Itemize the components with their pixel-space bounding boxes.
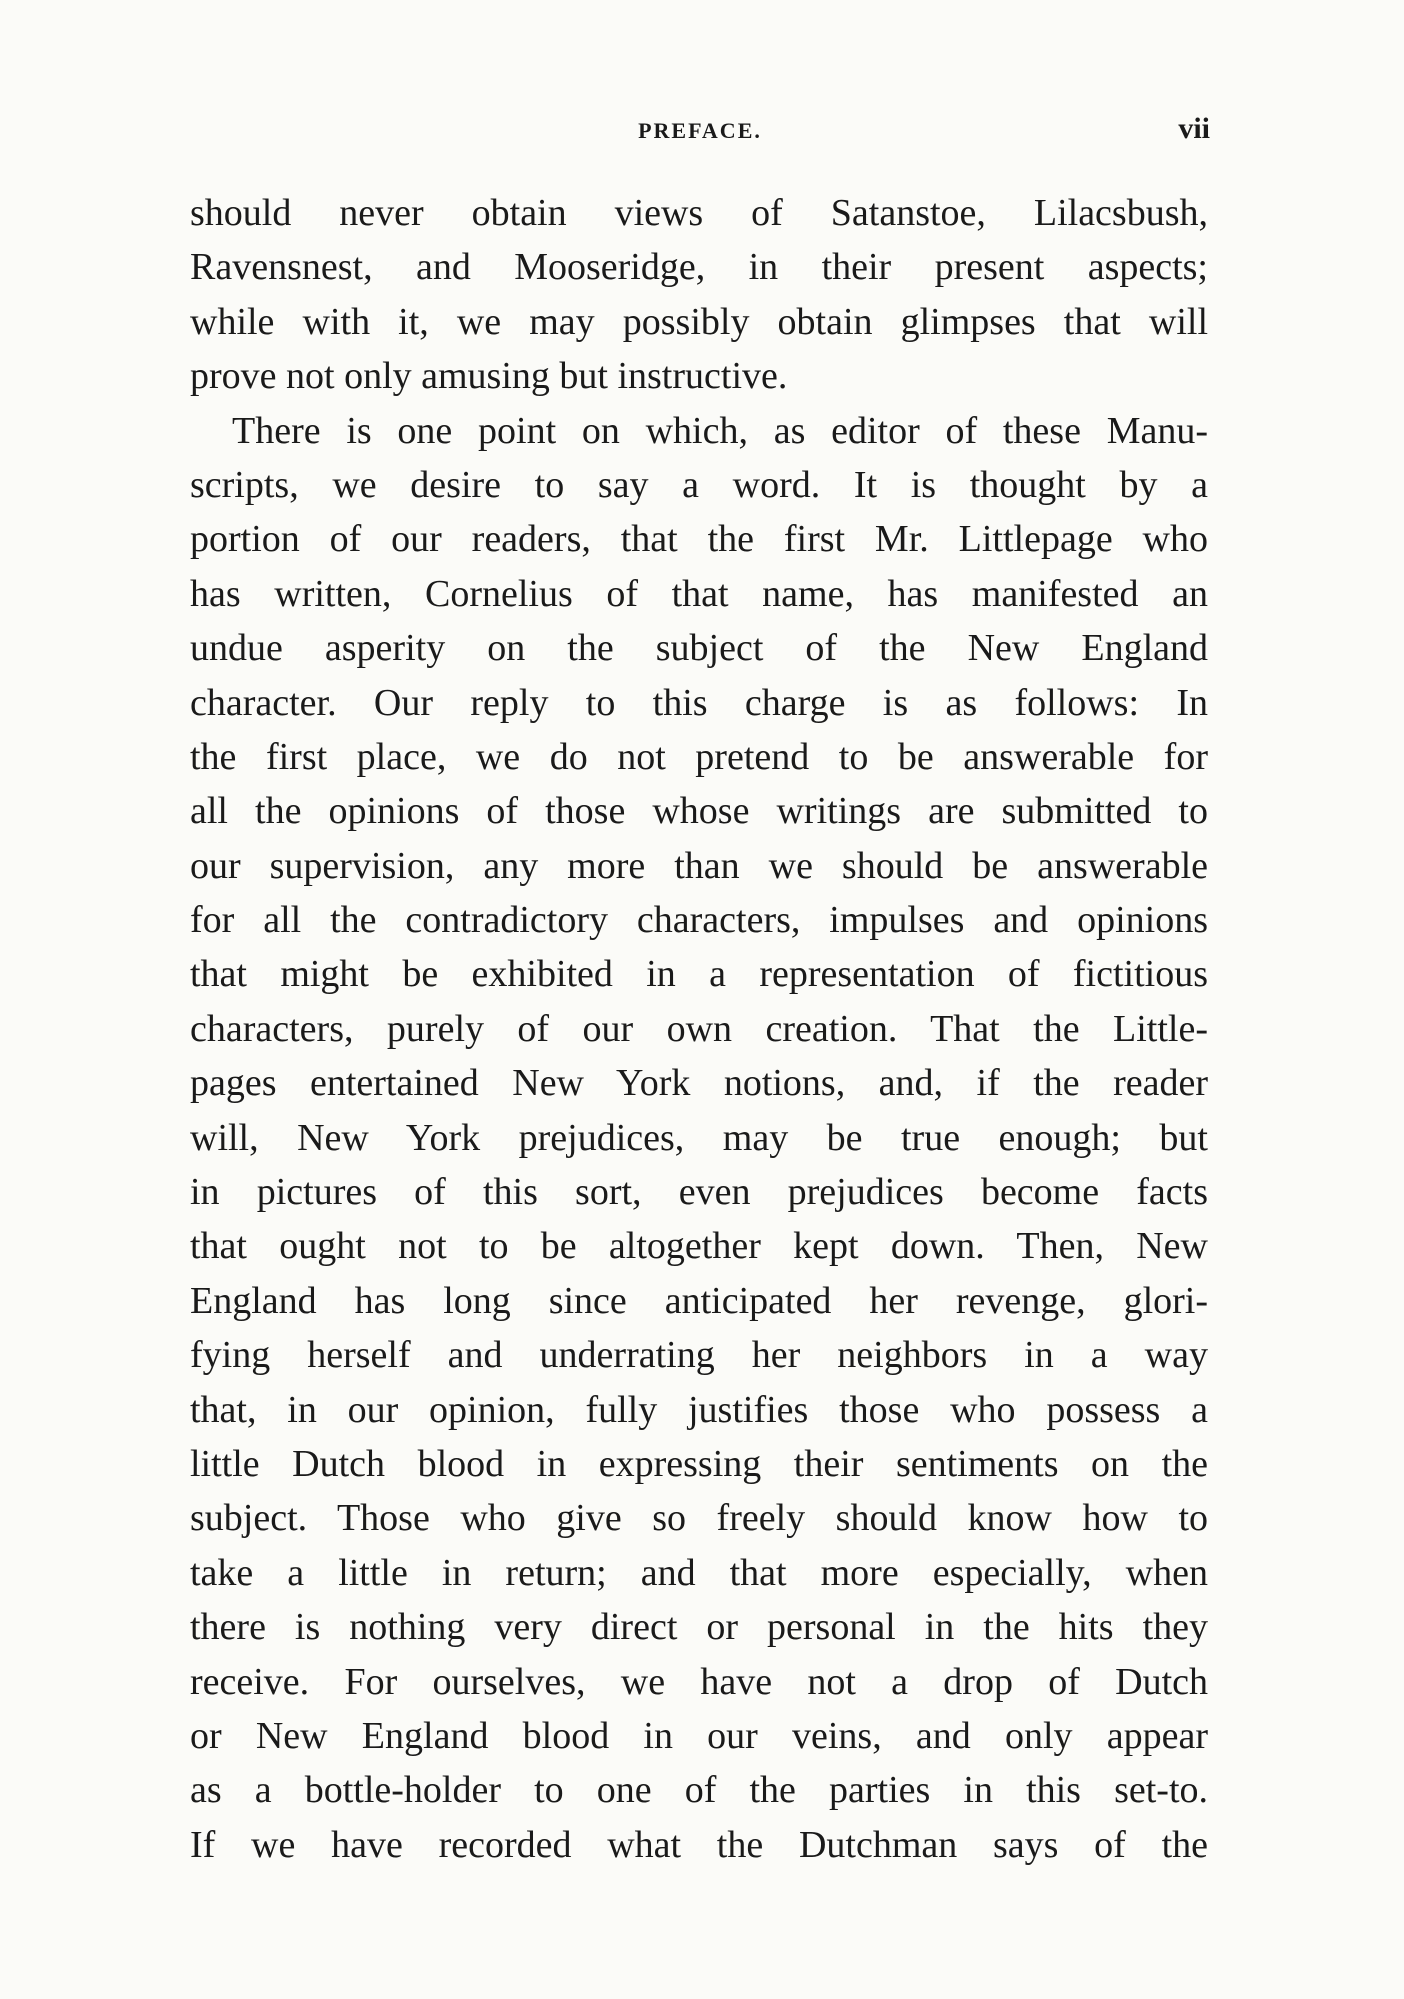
text-line: while with it, we may possibly obtain glimpses that will: [190, 300, 1208, 343]
text-line: portion of our readers, that the first Mr. Littlepage who: [190, 518, 1208, 561]
text-line: England has long since anticipated her revenge, glori-: [190, 1279, 1208, 1322]
text-line: that, in our opinion, fully justifies those who possess a: [190, 1388, 1208, 1431]
text-line: there is nothing very direct or personal in the hits they: [190, 1606, 1208, 1649]
text-line: take a little in return; and that more especially, when: [190, 1551, 1208, 1594]
text-line: little Dutch blood in expressing their sentiments on the: [190, 1442, 1208, 1485]
text-line: for all the contradictory characters, impulses and opinions: [190, 899, 1208, 942]
running-title: PREFACE.: [638, 118, 762, 143]
body-text: [190, 186, 1208, 1872]
text-line: Ravensnest, and Mooseridge, in their present aspects;: [190, 246, 1208, 289]
text-line: that might be exhibited in a representation of fictitious: [190, 953, 1208, 996]
text-line: pages entertained New York notions, and, if the reader: [190, 1062, 1208, 1105]
text-line: in pictures of this sort, even prejudices become facts: [190, 1171, 1208, 1214]
text-line: the first place, we do not pretend to be answerable for: [190, 735, 1208, 778]
page-number: vii: [1178, 112, 1210, 145]
text-line: as a bottle-holder to one of the parties in this set-to.: [190, 1769, 1208, 1812]
text-line: should never obtain views of Satanstoe, Lilacsbush,: [190, 192, 1208, 234]
text-line: character. Our reply to this charge is as follows: In: [190, 681, 1208, 724]
text-line: or New England blood in our veins, and only appear: [190, 1714, 1208, 1757]
text-line: receive. For ourselves, we have not a drop of Dutch: [190, 1660, 1208, 1703]
text-line: will, New York prejudices, may be true enough; but: [190, 1116, 1208, 1159]
text-line: scripts, we desire to say a word. It is thought by a: [190, 463, 1208, 506]
text-line: fying herself and underrating her neighbors in a way: [190, 1334, 1208, 1377]
text-line: that ought not to be altogether kept down. Then, New: [190, 1225, 1208, 1268]
text-line: undue asperity on the subject of the New England: [190, 627, 1208, 670]
text-line: subject. Those who give so freely should know how to: [190, 1497, 1208, 1540]
text-line: characters, purely of our own creation. That the Little-: [190, 1007, 1208, 1050]
text-line: If we have recorded what the Dutchman says of the: [190, 1823, 1208, 1866]
text-line: has written, Cornelius of that name, has manifested an: [190, 572, 1208, 615]
text-line: prove not only amusing but instructive.: [190, 355, 788, 398]
text-line: There is one point on which, as editor of these Manu-: [232, 409, 1208, 452]
running-head: [190, 112, 1210, 152]
text-line: our supervision, any more than we should be answerable: [190, 844, 1208, 887]
text-line: all the opinions of those whose writings are submitted to: [190, 790, 1208, 833]
